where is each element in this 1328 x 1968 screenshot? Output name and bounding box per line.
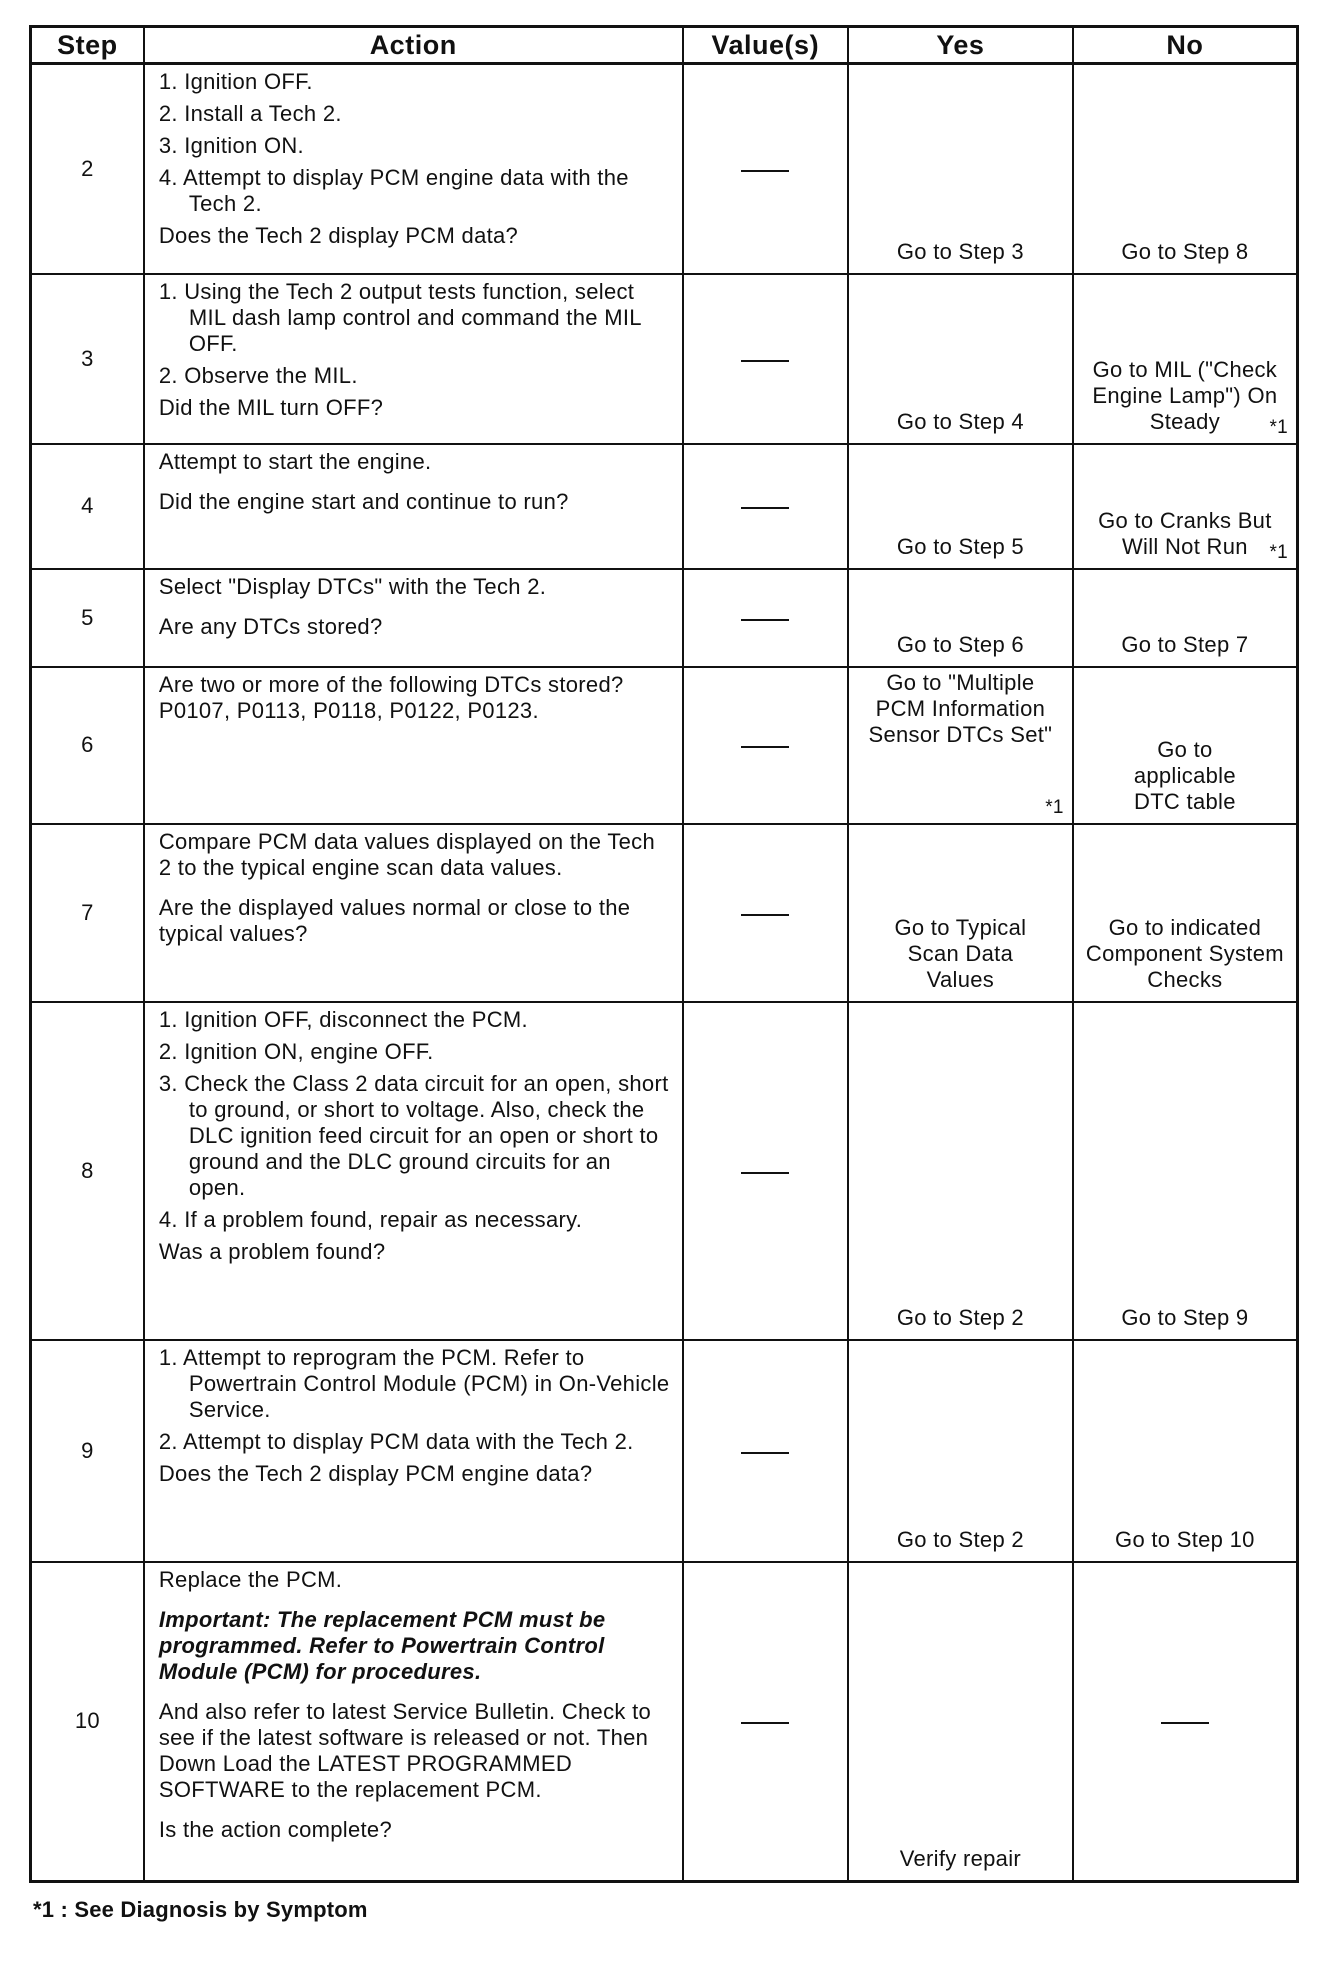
footnote: *1 : See Diagnosis by Symptom xyxy=(33,1897,368,1922)
table-row-step-4 xyxy=(31,444,1298,569)
no-result: Go to Step 10 xyxy=(1115,1526,1255,1552)
action-item: 2. Ignition ON, engine OFF. xyxy=(158,1038,434,1064)
action-question: Was a problem found? xyxy=(158,1238,386,1264)
action-question: Is the action complete? xyxy=(158,1816,392,1842)
action-text: Replace the PCM. xyxy=(158,1566,343,1592)
yes-result: Go to Step 6 xyxy=(896,631,1024,657)
value-cell xyxy=(683,1002,849,1340)
yes-cell xyxy=(848,1562,1073,1882)
footnote-ref: *1 xyxy=(1045,796,1064,818)
table-row-step-3 xyxy=(31,274,1298,444)
header-yes: Yes xyxy=(848,27,1073,64)
action-item: 1. Ignition OFF. xyxy=(158,69,313,94)
footnote-ref: *1 xyxy=(1269,416,1288,438)
no-result: Go to Step 9 xyxy=(1121,1304,1249,1330)
no-cell xyxy=(1073,274,1298,444)
dash-mark xyxy=(741,1452,789,1454)
action-item: 2. Install a Tech 2. xyxy=(158,101,342,126)
dash-mark xyxy=(741,914,789,916)
action-text: Are two or more of the following DTCs stored? P0107, P0113, P0118, P0122, P0123. xyxy=(158,671,624,723)
dash-mark xyxy=(741,619,789,621)
no-cell xyxy=(1073,64,1298,274)
header-step: Step xyxy=(31,27,144,64)
action-cell xyxy=(144,1562,683,1882)
action-cell xyxy=(144,274,683,444)
yes-cell xyxy=(848,569,1073,667)
value-cell xyxy=(683,64,849,274)
no-cell xyxy=(1073,1340,1298,1562)
action-cell xyxy=(144,824,683,1002)
header-values: Value(s) xyxy=(683,27,849,64)
action-question: Are any DTCs stored? xyxy=(158,613,383,639)
no-cell xyxy=(1073,569,1298,667)
no-cell xyxy=(1073,1002,1298,1340)
action-text: Select "Display DTCs" with the Tech 2. xyxy=(158,573,547,599)
action-text: Attempt to start the engine. xyxy=(158,448,432,474)
action-question: Does the Tech 2 display PCM data? xyxy=(158,223,519,248)
yes-cell xyxy=(848,64,1073,274)
action-text: Compare PCM data values displayed on the Tech 2 to the typical engine scan data values. xyxy=(158,828,655,880)
no-result: Go to indicated Component System Checks xyxy=(1085,914,1284,992)
action-item: 4. Attempt to display PCM engine data with the Tech 2. xyxy=(158,165,629,216)
no-result: Go to applicable DTC table xyxy=(1133,736,1236,814)
dash-mark xyxy=(741,360,789,362)
dash-mark xyxy=(741,746,789,748)
diagnostic-table xyxy=(29,25,1299,1883)
no-result: Go to Step 8 xyxy=(1121,238,1249,264)
step-number: 6 xyxy=(31,667,144,824)
table-row-step-5 xyxy=(31,569,1298,667)
value-cell xyxy=(683,824,849,1002)
no-result: Go to Cranks But Will Not Run xyxy=(1098,507,1272,559)
table-row-step-7 xyxy=(31,824,1298,1002)
dash-mark xyxy=(741,170,789,172)
dash-mark xyxy=(741,1722,789,1724)
action-cell xyxy=(144,64,683,274)
action-cell xyxy=(144,1340,683,1562)
table-row-step-9 xyxy=(31,1340,1298,1562)
yes-result: Go to "Multiple PCM Information Sensor DTCs Set" xyxy=(868,669,1053,747)
action-cell xyxy=(144,667,683,824)
header-no: No xyxy=(1073,27,1298,64)
action-cell xyxy=(144,569,683,667)
no-cell xyxy=(1073,1562,1298,1882)
action-question: Did the MIL turn OFF? xyxy=(158,394,384,420)
value-cell xyxy=(683,667,849,824)
dash-mark xyxy=(741,1172,789,1174)
table-row-step-2 xyxy=(31,64,1298,274)
yes-cell xyxy=(848,1002,1073,1340)
yes-result: Go to Step 4 xyxy=(896,408,1024,434)
footnote-ref: *1 xyxy=(1269,541,1288,563)
action-item: 2. Observe the MIL. xyxy=(158,362,358,388)
action-cell xyxy=(144,444,683,569)
yes-result: Go to Step 3 xyxy=(896,238,1024,264)
no-result: Go to MIL ("Check Engine Lamp") On Steady xyxy=(1092,356,1278,434)
action-item: 3. Check the Class 2 data circuit for an open, short to ground, or short to voltage. Also, check the DLC ignition feed circuit for an open or short to ground and the DLC ground circuits for an open. xyxy=(158,1070,669,1200)
no-cell xyxy=(1073,444,1298,569)
yes-result: Go to Typical Scan Data Values xyxy=(894,914,1027,992)
action-item: 4. If a problem found, repair as necessary. xyxy=(158,1206,583,1232)
value-cell xyxy=(683,274,849,444)
important-note: Important: The replacement PCM must be programmed. Refer to Powertrain Control Module (PCM) for procedures. xyxy=(158,1606,606,1684)
no-cell xyxy=(1073,824,1298,1002)
table-row-step-10 xyxy=(31,1562,1298,1882)
action-item: 1. Attempt to reprogram the PCM. Refer to Powertrain Control Module (PCM) in On-Vehicle Service. xyxy=(158,1344,670,1422)
step-number: 8 xyxy=(31,1002,144,1340)
no-cell xyxy=(1073,667,1298,824)
table-header-row xyxy=(31,27,1298,64)
yes-result: Go to Step 2 xyxy=(896,1526,1024,1552)
action-text-secondary: And also refer to latest Service Bulletin. Check to see if the latest software is released or not. Then Down Load the LATEST PROGRAMMED SOFTWARE to the replacement PCM. xyxy=(158,1698,652,1802)
yes-cell xyxy=(848,274,1073,444)
value-cell xyxy=(683,569,849,667)
table-row-step-6 xyxy=(31,667,1298,824)
action-cell xyxy=(144,1002,683,1340)
value-cell xyxy=(683,444,849,569)
action-item: 3. Ignition ON. xyxy=(158,133,304,158)
action-question: Are the displayed values normal or close to the typical values? xyxy=(158,894,631,946)
action-item: 1. Ignition OFF, disconnect the PCM. xyxy=(158,1006,528,1032)
yes-cell xyxy=(848,444,1073,569)
step-number: 3 xyxy=(31,274,144,444)
no-result-dash xyxy=(1161,1722,1209,1724)
yes-cell xyxy=(848,824,1073,1002)
action-item: 1. Using the Tech 2 output tests function, select MIL dash lamp control and command the MIL OFF. xyxy=(158,278,641,356)
step-number: 2 xyxy=(31,64,144,274)
yes-cell xyxy=(848,667,1073,824)
action-item: 2. Attempt to display PCM data with the Tech 2. xyxy=(158,1428,634,1454)
dash-mark xyxy=(741,507,789,509)
action-question: Does the Tech 2 display PCM engine data? xyxy=(158,1460,593,1486)
step-number: 9 xyxy=(31,1340,144,1562)
yes-result: Go to Step 2 xyxy=(896,1304,1024,1330)
yes-result: Go to Step 5 xyxy=(896,533,1024,559)
value-cell xyxy=(683,1562,849,1882)
header-action: Action xyxy=(144,27,683,64)
no-result: Go to Step 7 xyxy=(1121,631,1249,657)
step-number: 10 xyxy=(31,1562,144,1882)
value-cell xyxy=(683,1340,849,1562)
yes-result: Verify repair xyxy=(899,1846,1022,1871)
yes-cell xyxy=(848,1340,1073,1562)
step-number: 7 xyxy=(31,824,144,1002)
step-number: 5 xyxy=(31,569,144,667)
action-question: Did the engine start and continue to run? xyxy=(158,488,569,514)
table-row-step-8 xyxy=(31,1002,1298,1340)
step-number: 4 xyxy=(31,444,144,569)
